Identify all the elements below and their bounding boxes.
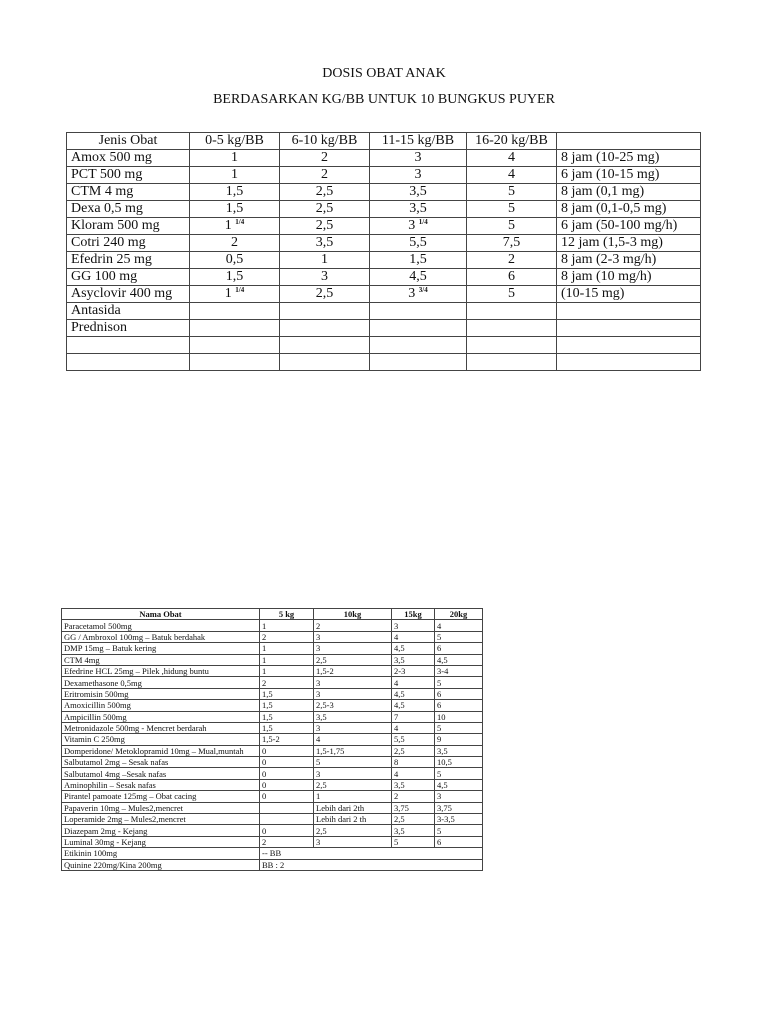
interval-note-cell: [557, 303, 701, 320]
dose-cell-16-20kg: 4: [467, 167, 557, 184]
column-header: 6-10 kg/BB: [280, 133, 370, 150]
dose-cell: 3: [314, 643, 392, 654]
dose-cell-11-15kg: [370, 150, 467, 167]
dose-cell: 3: [314, 677, 392, 688]
table-row: [67, 252, 701, 269]
dose-cell-16-20kg: 4: [467, 150, 557, 167]
dose-value: 0,5: [225, 252, 244, 267]
dose-cell-0-5kg: [190, 150, 280, 167]
drug-name-cell: Papaverin 10mg – Mules2,mencret: [62, 802, 260, 813]
drug-name-cell: Loperamide 2mg – Mules2,mencret: [62, 814, 260, 825]
dose-cell: 1,5-2: [260, 734, 314, 745]
table-row: [62, 734, 483, 745]
dose-cell-6-10kg: 3,5: [280, 235, 370, 252]
table-row: [62, 643, 483, 654]
dose-cell: 2: [314, 620, 392, 631]
interval-note-cell: 8 jam (0,1 mg): [557, 184, 701, 201]
dose-cell-16-20kg: 2: [467, 252, 557, 269]
dose-cell-6-10kg: 2: [280, 167, 370, 184]
table-row: [67, 218, 701, 235]
dose-cell: 5: [435, 677, 483, 688]
dose-cell: 5: [392, 836, 435, 847]
dose-cell: 9: [435, 734, 483, 745]
dose-cell: 2,5: [314, 825, 392, 836]
dose-cell: 3: [314, 768, 392, 779]
column-header: 16-20 kg/BB: [467, 133, 557, 150]
table-row: [62, 700, 483, 711]
table-row: [67, 286, 701, 303]
interval-note-cell: (10-15 mg): [557, 286, 701, 303]
table-row: [62, 620, 483, 631]
dose-cell: Lebih dari 2th: [314, 802, 392, 813]
dose-cell: 3,75: [392, 802, 435, 813]
dose-cell: 6: [435, 836, 483, 847]
dose-cell: 3,5: [392, 825, 435, 836]
dose-cell-11-15kg: [370, 201, 467, 218]
dose-cell: 4: [392, 677, 435, 688]
dose-cell-0-5kg: [190, 269, 280, 286]
dose-value: 1,5: [409, 252, 427, 267]
dose-cell-16-20kg: 5: [467, 201, 557, 218]
interval-note-cell: 8 jam (10-25 mg): [557, 150, 701, 167]
table-row: [62, 677, 483, 688]
drug-name-cell: Prednison: [67, 320, 190, 337]
dose-cell: 4,5: [435, 654, 483, 665]
drug-name-cell: Dexamethasone 0,5mg: [62, 677, 260, 688]
dose-value: 3: [414, 150, 422, 165]
interval-note-cell: [557, 354, 701, 371]
dose-cell-11-15kg: [370, 320, 467, 337]
dose-cell: 4: [435, 620, 483, 631]
drug-name-cell: Ampicillin 500mg: [62, 711, 260, 722]
table-header-row: [62, 609, 483, 620]
table-row: [62, 836, 483, 847]
dose-cell: 1: [260, 643, 314, 654]
dose-cell: 1,5: [260, 688, 314, 699]
dose-cell-16-20kg: [467, 354, 557, 371]
dose-cell-16-20kg: [467, 320, 557, 337]
dose-cell-6-10kg: 1: [280, 252, 370, 269]
drug-name-cell: Dexa 0,5 mg: [67, 201, 190, 218]
dose-cell: Lebih dari 2 th: [314, 814, 392, 825]
dose-cell: 5: [435, 825, 483, 836]
dose-cell: 10,5: [435, 757, 483, 768]
dose-cell-0-5kg: [190, 235, 280, 252]
table-row: [67, 201, 701, 218]
page-title: DOSIS OBAT ANAK: [322, 66, 446, 81]
dose-cell-6-10kg: 2,5: [280, 201, 370, 218]
dose-cell-16-20kg: 5: [467, 184, 557, 201]
dose-cell: 3,75: [435, 802, 483, 813]
drug-name-cell: Aminophilin – Sesak nafas: [62, 779, 260, 790]
drug-name-cell: Domperidone/ Metoklopramid 10mg – Mual,muntah: [62, 745, 260, 756]
dose-cell: 0: [260, 745, 314, 756]
table-row: [62, 859, 483, 870]
dose-cell: 1,5-1,75: [314, 745, 392, 756]
table-row: [62, 825, 483, 836]
table-row: [62, 779, 483, 790]
dose-cell-16-20kg: [467, 303, 557, 320]
dose-cell-0-5kg: [190, 354, 280, 371]
dose-cell: 2,5-3: [314, 700, 392, 711]
dose-cell: 3,5: [435, 745, 483, 756]
drug-name-cell: PCT 500 mg: [67, 167, 190, 184]
table-row: [62, 722, 483, 733]
dose-cell-6-10kg: [280, 354, 370, 371]
table-row: [67, 184, 701, 201]
table-row: [62, 791, 483, 802]
dose-cell: 5: [435, 768, 483, 779]
dose-cell: 1,5: [260, 711, 314, 722]
table-row: [67, 320, 701, 337]
drug-name-cell: [67, 354, 190, 371]
table-row: [67, 337, 701, 354]
table-row: [67, 354, 701, 371]
drug-name-cell: Antasida: [67, 303, 190, 320]
column-header: Nama Obat: [62, 609, 260, 620]
dose-fraction: 1/4: [235, 286, 245, 294]
dose-cell: 3,5: [314, 711, 392, 722]
dose-cell-6-10kg: [280, 303, 370, 320]
dose-cell-0-5kg: [190, 201, 280, 218]
dose-cell: 2: [260, 631, 314, 642]
dose-cell: 4,5: [435, 779, 483, 790]
dose-cell-0-5kg: [190, 252, 280, 269]
dose-rule-cell: BB : 2: [260, 859, 483, 870]
dose-cell-0-5kg: [190, 184, 280, 201]
dose-cell: 1,5: [260, 722, 314, 733]
dose-cell-16-20kg: [467, 337, 557, 354]
dose-cell: 4: [392, 631, 435, 642]
table-row: [62, 848, 483, 859]
drug-name-cell: Asyclovir 400 mg: [67, 286, 190, 303]
dose-cell-16-20kg: 6: [467, 269, 557, 286]
drug-name-cell: Luminal 30mg - Kejang: [62, 836, 260, 847]
dose-cell-11-15kg: [370, 218, 467, 235]
dose-value: 3,5: [409, 184, 427, 199]
table-row: [62, 654, 483, 665]
dose-cell-0-5kg: [190, 286, 280, 303]
dose-cell: 2: [260, 836, 314, 847]
interval-note-cell: 6 jam (10-15 mg): [557, 167, 701, 184]
dose-value: 1: [231, 150, 238, 165]
interval-note-cell: 12 jam (1,5-3 mg): [557, 235, 701, 252]
dose-fraction: 3/4: [418, 286, 428, 294]
drug-name-cell: DMP 15mg – Batuk kering: [62, 643, 260, 654]
table-row: [67, 150, 701, 167]
dose-cell-6-10kg: 2,5: [280, 218, 370, 235]
dose-cell: 1: [260, 654, 314, 665]
dose-cell: 5: [435, 631, 483, 642]
dose-cell: 5,5: [392, 734, 435, 745]
drug-name-cell: Kloram 500 mg: [67, 218, 190, 235]
dose-cell: 0: [260, 779, 314, 790]
dose-cell: 2: [392, 791, 435, 802]
drug-name-cell: Efedrin 25 mg: [67, 252, 190, 269]
dose-cell-11-15kg: [370, 286, 467, 303]
dose-cell: 1,5-2: [314, 665, 392, 676]
dose-cell-11-15kg: [370, 303, 467, 320]
dose-cell: 0: [260, 825, 314, 836]
dose-cell-16-20kg: 5: [467, 218, 557, 235]
dose-cell: 4: [392, 722, 435, 733]
dose-cell-6-10kg: 2,5: [280, 184, 370, 201]
dose-cell-11-15kg: [370, 354, 467, 371]
interval-note-cell: [557, 337, 701, 354]
dose-cell: 4,5: [392, 688, 435, 699]
table-row: [67, 167, 701, 184]
dose-cell-11-15kg: [370, 337, 467, 354]
dose-cell: 3-4: [435, 665, 483, 676]
dose-cell: 4: [314, 734, 392, 745]
drug-name-cell: CTM 4 mg: [67, 184, 190, 201]
dose-cell-0-5kg: [190, 337, 280, 354]
dose-cell: 0: [260, 768, 314, 779]
column-header: 5 kg: [260, 609, 314, 620]
drug-name-cell: GG 100 mg: [67, 269, 190, 286]
dose-cell-11-15kg: [370, 167, 467, 184]
drug-name-cell: Diazepam 2mg - Kejang: [62, 825, 260, 836]
dose-cell-6-10kg: [280, 337, 370, 354]
dose-cell: 10: [435, 711, 483, 722]
table-row: [62, 631, 483, 642]
dose-cell: 2,5: [314, 779, 392, 790]
dose-value: 3: [414, 167, 422, 182]
dose-cell: 7: [392, 711, 435, 722]
dose-cell-11-15kg: [370, 235, 467, 252]
dose-cell: [260, 814, 314, 825]
dose-cell: 4,5: [392, 643, 435, 654]
drug-name-cell: Salbutamol 2mg – Sesak nafas: [62, 757, 260, 768]
drug-name-cell: GG / Ambroxol 100mg – Batuk berdahak: [62, 631, 260, 642]
table-row: [62, 665, 483, 676]
dose-cell: 4: [392, 768, 435, 779]
dose-cell: 3-3,5: [435, 814, 483, 825]
dose-cell: 3,5: [392, 779, 435, 790]
dosage-table-weight: [61, 608, 483, 871]
dose-cell: 2,5: [392, 745, 435, 756]
dose-cell: 0: [260, 791, 314, 802]
drug-name-cell: Amoxicillin 500mg: [62, 700, 260, 711]
dose-cell-6-10kg: 2,5: [280, 286, 370, 303]
dose-cell: 2,5: [314, 654, 392, 665]
dose-cell: 3: [314, 722, 392, 733]
column-header: Jenis Obat: [67, 133, 190, 150]
dose-fraction: 1/4: [235, 218, 245, 226]
table-row: [62, 757, 483, 768]
dose-cell-0-5kg: [190, 167, 280, 184]
dose-value: 1,5: [225, 184, 244, 199]
dose-cell: 3: [314, 688, 392, 699]
dose-cell: [260, 802, 314, 813]
interval-note-cell: [557, 320, 701, 337]
interval-note-cell: 8 jam (10 mg/h): [557, 269, 701, 286]
dose-value: 3,5: [409, 201, 427, 216]
dose-value: 1: [224, 286, 232, 301]
drug-name-cell: Etikinin 100mg: [62, 848, 260, 859]
page-subtitle: BERDASARKAN KG/BB UNTUK 10 BUNGKUS PUYER: [213, 92, 555, 107]
column-header: 0-5 kg/BB: [190, 133, 280, 150]
dose-cell-11-15kg: [370, 269, 467, 286]
table-row: [62, 802, 483, 813]
drug-name-cell: [67, 337, 190, 354]
interval-note-cell: 8 jam (0,1-0,5 mg): [557, 201, 701, 218]
dose-cell: 5: [435, 722, 483, 733]
drug-name-cell: Quinine 220mg/Kina 200mg: [62, 859, 260, 870]
drug-name-cell: Pirantel pamoate 125mg – Obat cacing: [62, 791, 260, 802]
table-row: [62, 711, 483, 722]
dose-cell: 3: [314, 836, 392, 847]
dose-value: 1,5: [225, 269, 244, 284]
dose-cell-0-5kg: [190, 320, 280, 337]
dose-cell: 6: [435, 643, 483, 654]
dose-value: 1: [231, 167, 238, 182]
column-header: 10kg: [314, 609, 392, 620]
table-row: [62, 768, 483, 779]
dose-cell: 3: [435, 791, 483, 802]
dose-cell: 6: [435, 688, 483, 699]
dose-cell-11-15kg: [370, 252, 467, 269]
dose-cell-11-15kg: [370, 184, 467, 201]
dose-cell-16-20kg: 5: [467, 286, 557, 303]
dose-cell: 5: [314, 757, 392, 768]
drug-name-cell: CTM 4mg: [62, 654, 260, 665]
table-row: [67, 303, 701, 320]
column-header: 15kg: [392, 609, 435, 620]
dose-cell: 2,5: [392, 814, 435, 825]
dose-value: 3: [408, 218, 416, 233]
drug-name-cell: Metronidazole 500mg - Mencret berdarah: [62, 722, 260, 733]
dose-cell-6-10kg: 2: [280, 150, 370, 167]
dose-cell-0-5kg: [190, 218, 280, 235]
interval-note-cell: 6 jam (50-100 mg/h): [557, 218, 701, 235]
dose-cell: 2: [260, 677, 314, 688]
dose-cell: 4,5: [392, 700, 435, 711]
dose-value: 1,5: [225, 201, 244, 216]
dose-value: 5,5: [409, 235, 427, 250]
dose-cell: 1: [260, 620, 314, 631]
dose-rule-cell: -- BB: [260, 848, 483, 859]
table-row: [67, 235, 701, 252]
dose-value: 1: [224, 218, 232, 233]
table-row: [62, 745, 483, 756]
table-row: [62, 688, 483, 699]
dose-cell: 0: [260, 757, 314, 768]
interval-note-cell: 8 jam (2-3 mg/h): [557, 252, 701, 269]
dosage-table-puyer: [66, 132, 701, 371]
dose-cell: 1,5: [260, 700, 314, 711]
drug-name-cell: Eritromisin 500mg: [62, 688, 260, 699]
dose-value: 3: [408, 286, 416, 301]
column-header: 11-15 kg/BB: [370, 133, 467, 150]
dose-value: 2: [231, 235, 238, 250]
table-header-row: [67, 133, 701, 150]
dose-cell-6-10kg: 3: [280, 269, 370, 286]
dose-cell: 1: [314, 791, 392, 802]
dose-cell-16-20kg: 7,5: [467, 235, 557, 252]
dose-fraction: 1/4: [418, 218, 428, 226]
dose-cell: 1: [260, 665, 314, 676]
dose-cell: 6: [435, 700, 483, 711]
dose-value: 4,5: [409, 269, 427, 284]
drug-name-cell: Salbutamol 4mg –Sesak nafas: [62, 768, 260, 779]
dose-cell: 3: [314, 631, 392, 642]
drug-name-cell: Efedrine HCL 25mg – Pilek ,hidung buntu: [62, 665, 260, 676]
dose-cell: 3: [392, 620, 435, 631]
drug-name-cell: Vitamin C 250mg: [62, 734, 260, 745]
dose-cell: 3,5: [392, 654, 435, 665]
drug-name-cell: Amox 500 mg: [67, 150, 190, 167]
table-row: [67, 269, 701, 286]
table-row: [62, 814, 483, 825]
dose-cell: 2-3: [392, 665, 435, 676]
dose-cell-6-10kg: [280, 320, 370, 337]
dose-cell-0-5kg: [190, 303, 280, 320]
dose-cell: 8: [392, 757, 435, 768]
drug-name-cell: Paracetamol 500mg: [62, 620, 260, 631]
drug-name-cell: Cotri 240 mg: [67, 235, 190, 252]
column-header: 20kg: [435, 609, 483, 620]
column-header: [557, 133, 701, 150]
